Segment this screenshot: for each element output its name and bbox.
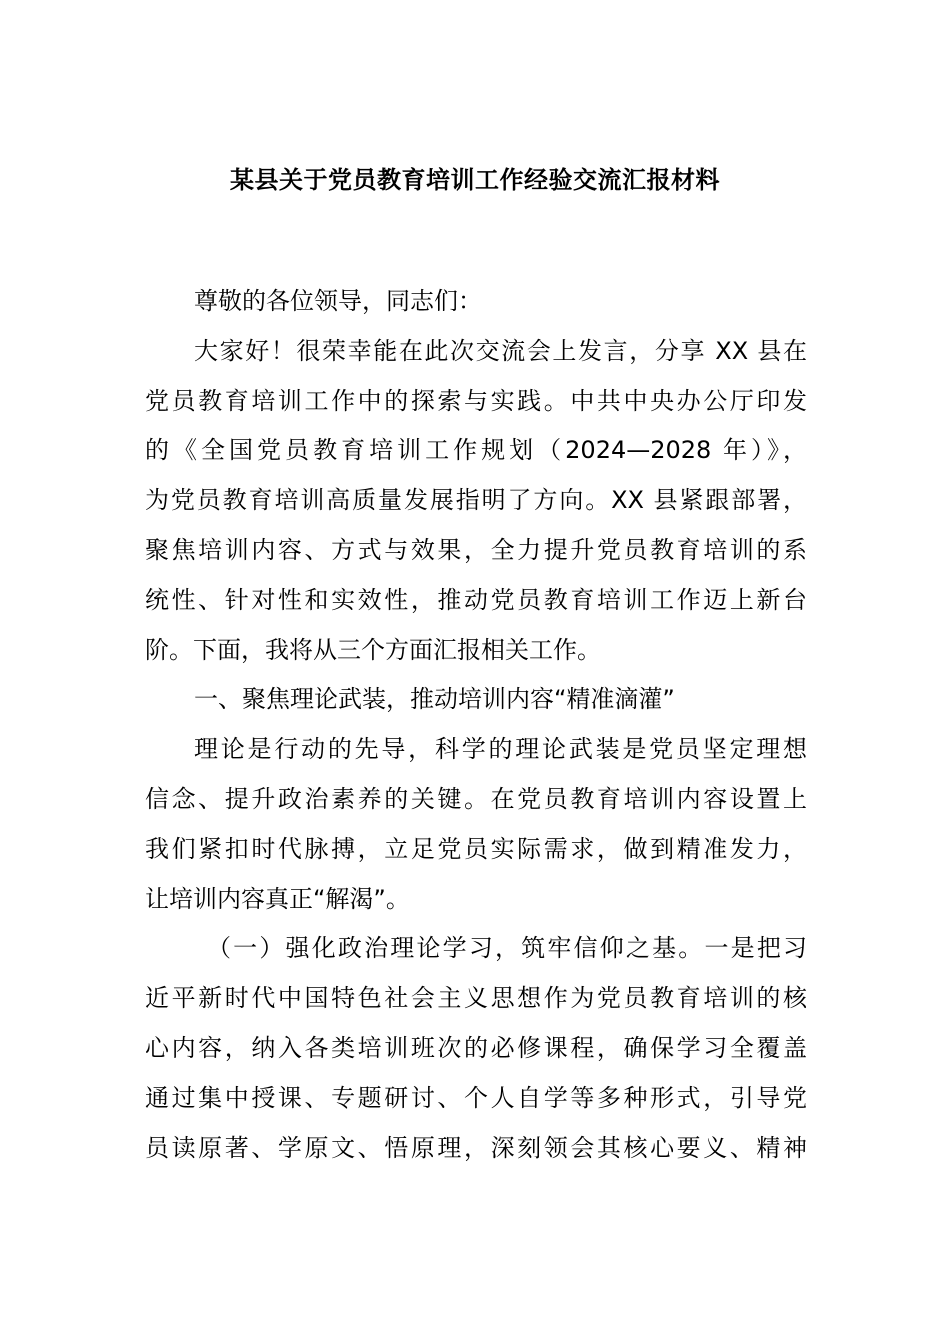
paragraph-line: 我们紧扣时代脉搏，立足党员实际需求，做到精准发力， — [145, 834, 807, 863]
paragraph-line: 聚焦培训内容、方式与效果，全力提升党员教育培训的系 — [145, 535, 807, 564]
paragraph-line: 为党员教育培训高质量发展指明了方向。XX 县紧跟部署， — [145, 486, 807, 515]
paragraph-line: 大家好！很荣幸能在此次交流会上发言，分享 XX 县在 — [194, 336, 807, 365]
section-heading: 一、聚焦理论武装，推动培训内容“精准滴灌” — [194, 685, 675, 714]
paragraph-line: 党员教育培训工作中的探索与实践。中共中央办公厅印发 — [145, 386, 807, 415]
document-body — [145, 277, 807, 1173]
paragraph-line: 的《全国党员教育培训工作规划（2024—2028 年）》， — [145, 436, 807, 465]
paragraph-line: 近平新时代中国特色社会主义思想作为党员教育培训的核 — [145, 984, 807, 1013]
paragraph-line: 阶。下面，我将从三个方面汇报相关工作。 — [145, 635, 601, 664]
salutation-line: 尊敬的各位领导，同志们： — [194, 287, 482, 315]
paragraph-line: 信念、提升政治素养的关键。在党员教育培训内容设置上 — [145, 784, 807, 813]
paragraph-line: 让培训内容真正“解渴”。 — [145, 884, 410, 913]
paragraph-line: 心内容，纳入各类培训班次的必修课程，确保学习全覆盖 — [145, 1033, 807, 1062]
paragraph-line: 通过集中授课、专题研讨、个人自学等多种形式，引导党 — [145, 1083, 807, 1112]
paragraph-line: 员读原著、学原文、悟原理，深刻领会其核心要义、精神 — [145, 1133, 807, 1162]
paragraph-line: 统性、针对性和实效性，推动党员教育培训工作迈上新台 — [145, 585, 807, 614]
paragraph-line: 理论是行动的先导，科学的理论武装是党员坚定理想 — [194, 735, 807, 764]
subsection-line: （一）强化政治理论学习，筑牢信仰之基。一是把习 — [207, 934, 807, 963]
document-title: 某县关于党员教育培训工作经验交流汇报材料 — [230, 166, 720, 194]
